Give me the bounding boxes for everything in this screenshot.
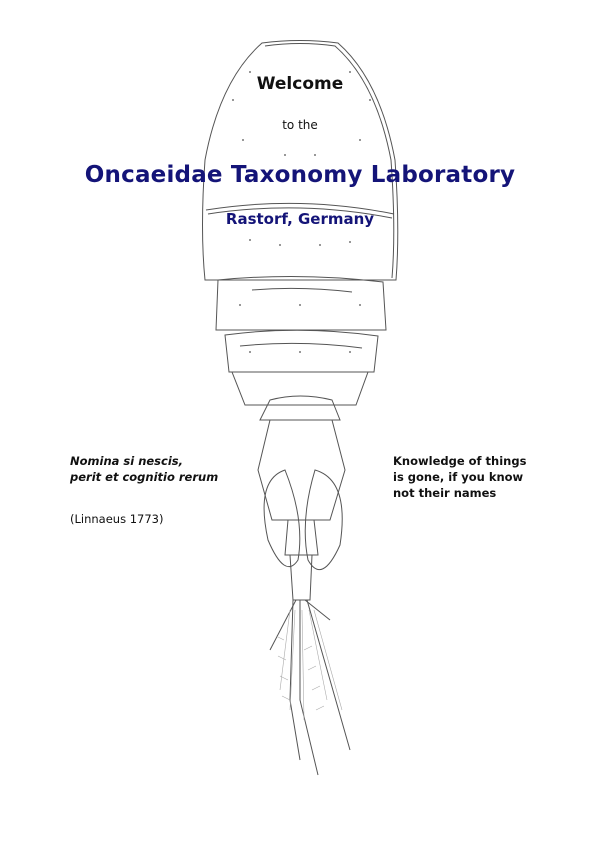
english-translation [393, 453, 526, 501]
english-line-1: Knowledge of things [393, 454, 527, 468]
latin-quote [70, 453, 218, 485]
page-title: Oncaeidae Taxonomy Laboratory [84, 162, 516, 188]
latin-quote-line-1: Nomina si nescis, [70, 454, 183, 468]
welcome-subheading: to the [282, 118, 318, 132]
latin-quote-line-2: perit et cognitio rerum [70, 470, 219, 484]
english-line-3: not their names [393, 486, 497, 500]
welcome-heading: Welcome [256, 74, 344, 94]
location-subtitle: Rastorf, Germany [225, 210, 375, 228]
english-line-2: is gone, if you know [393, 470, 524, 484]
quote-citation: (Linnaeus 1773) [70, 512, 164, 526]
